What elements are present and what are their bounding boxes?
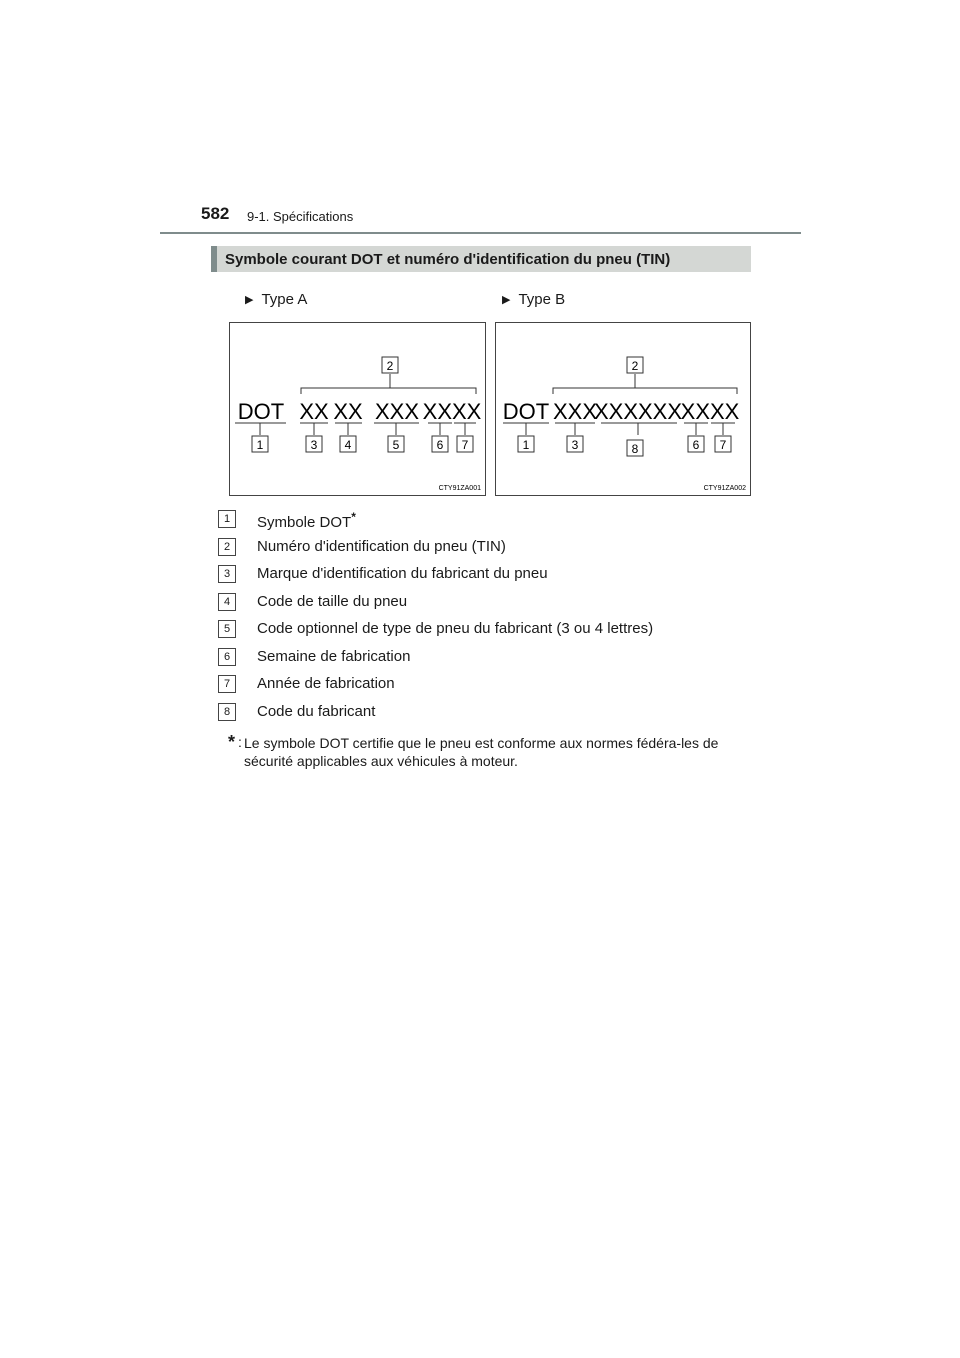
page-number: 582 <box>201 204 230 223</box>
footnote-star: * <box>228 732 236 752</box>
callout-number: 1 <box>522 438 530 452</box>
callout-number: 2 <box>631 359 639 373</box>
triangle-bullet-icon: ▶ <box>502 294 511 306</box>
legend-number-badge: 3 <box>218 565 236 583</box>
group-text: XXXX <box>422 399 482 424</box>
section-banner <box>211 246 751 272</box>
legend-text: Code optionnel de type de pneu du fabricant (3 ou 4 lettres) <box>257 620 654 637</box>
legend-number-badge: 7 <box>218 675 236 693</box>
legend-text: Semaine de fabrication <box>257 648 411 665</box>
type-b-label: Type B <box>518 291 566 308</box>
legend-text: Année de fabrication <box>257 675 395 692</box>
figure-code: CTY91ZA002 <box>703 485 746 492</box>
triangle-bullet-icon: ▶ <box>245 294 254 306</box>
legend-number-badge: 2 <box>218 538 236 556</box>
callout-number: 3 <box>571 438 579 452</box>
legend-number-badge: 8 <box>218 703 236 721</box>
header-divider <box>160 232 801 234</box>
section-title: 9-1. Spécifications <box>247 209 354 224</box>
callout-number: 7 <box>719 438 727 452</box>
group-text: XXX <box>552 399 598 424</box>
legend-text <box>257 510 356 531</box>
callout-number: 7 <box>461 438 469 452</box>
legend-text: Code de taille du pneu <box>257 593 408 610</box>
type-b-heading <box>502 291 565 308</box>
group-text: XX <box>333 399 363 424</box>
callout-number: 2 <box>386 359 394 373</box>
banner-title: Symbole courant DOT et numéro d'identification du pneu (TIN) <box>225 251 671 268</box>
footnote-text: Le symbole DOT certifie que le pneu est conforme aux normes fédéra-les de sécurité applicables aux véhicules à moteur. <box>244 735 719 769</box>
group-text: XX <box>299 399 329 424</box>
callout-number: 6 <box>692 438 700 452</box>
footnote-colon: : <box>238 734 242 750</box>
group-text: XXX <box>374 399 420 424</box>
diagram-type-b <box>495 322 751 496</box>
type-a-label: Type A <box>261 291 308 308</box>
legend-text: Marque d'identification du fabricant du pneu <box>257 565 548 582</box>
callout-number: 4 <box>344 438 352 452</box>
group-text: XXXXXX <box>593 399 683 424</box>
callout-number: 5 <box>392 438 400 452</box>
type-a-heading <box>245 291 307 308</box>
callout-number: 3 <box>310 438 318 452</box>
legend-number-badge: 6 <box>218 648 236 666</box>
legend-text: Numéro d'identification du pneu (TIN) <box>257 538 506 555</box>
group-dot: DOT <box>237 399 285 424</box>
callout-number: 6 <box>436 438 444 452</box>
group-text: XXXX <box>680 399 740 424</box>
legend-number-badge: 1 <box>218 510 236 528</box>
figure-code: CTY91ZA001 <box>438 485 481 492</box>
legend-number-badge: 4 <box>218 593 236 611</box>
footnote-marker: * <box>351 510 356 524</box>
banner-accent-bar <box>211 246 217 272</box>
callout-number: 1 <box>256 438 264 452</box>
diagram-type-a <box>229 322 486 496</box>
legend-number-badge: 5 <box>218 620 236 638</box>
legend-text: Code du fabricant <box>257 703 376 720</box>
group-dot: DOT <box>502 399 550 424</box>
legend-label: Symbole DOT <box>257 514 352 531</box>
callout-number: 8 <box>631 442 639 456</box>
